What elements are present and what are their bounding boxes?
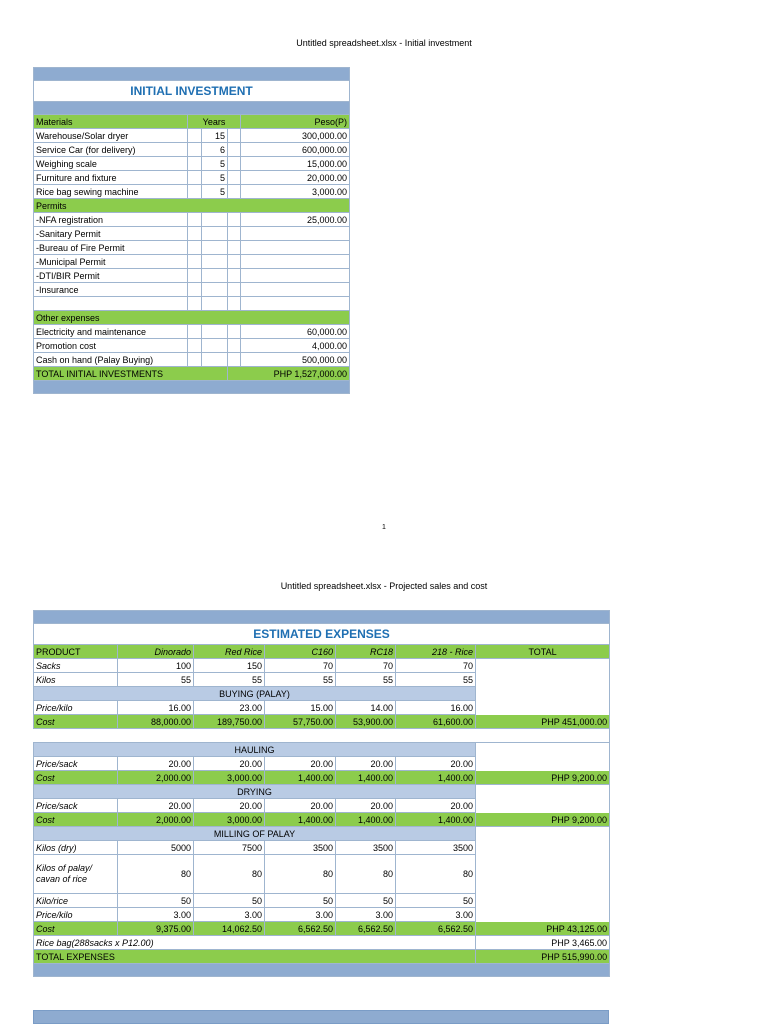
material-row (34, 157, 350, 171)
row-value: 88,000.00 (118, 715, 194, 729)
row-total (476, 908, 610, 922)
row-value: 20.00 (265, 757, 336, 771)
row-value: 16.00 (396, 701, 476, 715)
row-value: 20.00 (194, 757, 265, 771)
row-value: 9,375.00 (118, 922, 194, 936)
permit-name: -DTI/BIR Permit (34, 269, 188, 283)
material-years: 15 (202, 129, 228, 143)
kilos-dry-row (34, 841, 610, 855)
row-label (34, 855, 118, 894)
price-row (34, 908, 610, 922)
section-row (34, 827, 610, 841)
row-total (476, 757, 610, 771)
permit-peso (241, 227, 350, 241)
col-years: Years (188, 115, 241, 129)
row-label: Kilo/rice (34, 894, 118, 908)
total-expenses-value: PHP 515,990.00 (476, 950, 610, 964)
permit-name: -NFA registration (34, 213, 188, 227)
row-value: 16.00 (118, 701, 194, 715)
permit-row (34, 213, 350, 227)
row-label: Kilos (dry) (34, 841, 118, 855)
col-materials: Materials (34, 115, 188, 129)
material-peso: 300,000.00 (241, 129, 350, 143)
row-value: 20.00 (336, 799, 396, 813)
other-expense-peso: 4,000.00 (241, 339, 350, 353)
row-value: 3500 (265, 841, 336, 855)
row-value: 1,400.00 (265, 813, 336, 827)
row-value: 15.00 (265, 701, 336, 715)
row-value: 50 (118, 894, 194, 908)
material-years: 5 (202, 171, 228, 185)
row-value: 6,562.50 (265, 922, 336, 936)
section-row (34, 687, 610, 701)
row-value: 50 (194, 894, 265, 908)
rice-bag-label: Rice bag(288sacks x P12.00) (34, 936, 476, 950)
material-name: Warehouse/Solar dryer (34, 129, 188, 143)
permit-row (34, 283, 350, 297)
material-years: 6 (202, 143, 228, 157)
row-value: 3.00 (194, 908, 265, 922)
material-peso: 20,000.00 (241, 171, 350, 185)
permit-name: -Bureau of Fire Permit (34, 241, 188, 255)
row-label: Cost (34, 813, 118, 827)
row-label: Sacks (34, 659, 118, 673)
row-value: 14,062.50 (194, 922, 265, 936)
kilos-row (34, 673, 610, 687)
cost-row (34, 922, 610, 936)
section-label: MILLING OF PALAY (34, 827, 476, 841)
material-years: 5 (202, 157, 228, 171)
permit-row (34, 227, 350, 241)
row-total (476, 701, 610, 715)
row-value: 20.00 (396, 757, 476, 771)
row-value: 3.00 (265, 908, 336, 922)
other-expense-row (34, 339, 350, 353)
row-value: 150 (194, 659, 265, 673)
row-value: 55 (336, 673, 396, 687)
kilos-cavan-label-1: Kilos of palay/ (36, 863, 93, 873)
row-value: 55 (194, 673, 265, 687)
permit-row (34, 255, 350, 269)
row-value: 1,400.00 (336, 813, 396, 827)
row-value: 55 (396, 673, 476, 687)
expenses-col-header: PRODUCT (34, 645, 118, 659)
expenses-header-row (34, 645, 610, 659)
permit-peso (241, 269, 350, 283)
row-total: PHP 43,125.00 (476, 922, 610, 936)
page-header-2: Untitled spreadsheet.xlsx - Projected sales and cost (280, 581, 488, 591)
permit-name: -Insurance (34, 283, 188, 297)
row-value: 3.00 (336, 908, 396, 922)
rice-bag-row (34, 936, 610, 950)
row-value: 80 (194, 855, 265, 894)
section-label: BUYING (PALAY) (34, 687, 476, 701)
estimated-expenses-table (33, 610, 610, 977)
other-expenses-label: Other expenses (34, 311, 350, 325)
permit-peso (241, 255, 350, 269)
material-row (34, 129, 350, 143)
permit-name: -Sanitary Permit (34, 227, 188, 241)
row-value: 5000 (118, 841, 194, 855)
estimated-expenses-title: ESTIMATED EXPENSES (34, 624, 610, 645)
section-row (34, 785, 610, 799)
material-row (34, 171, 350, 185)
row-value: 3.00 (118, 908, 194, 922)
row-value: 50 (396, 894, 476, 908)
price-row (34, 799, 610, 813)
row-value: 20.00 (118, 799, 194, 813)
row-value: 6,562.50 (396, 922, 476, 936)
row-value: 20.00 (194, 799, 265, 813)
material-row (34, 185, 350, 199)
row-label: Price/sack (34, 757, 118, 771)
material-years: 5 (202, 185, 228, 199)
row-value: 20.00 (265, 799, 336, 813)
row-total (476, 799, 610, 813)
row-value: 1,400.00 (396, 813, 476, 827)
other-expense-name: Electricity and maintenance (34, 325, 188, 339)
section-label: DRYING (34, 785, 476, 799)
cost-row (34, 813, 610, 827)
page-number: 1 (382, 524, 386, 531)
row-label: Price/sack (34, 799, 118, 813)
expenses-col-header: TOTAL (476, 645, 610, 659)
row-value: 3,000.00 (194, 771, 265, 785)
page-header-1: Untitled spreadsheet.xlsx - Initial investment (296, 38, 472, 48)
cost-row (34, 771, 610, 785)
row-total: PHP 451,000.00 (476, 715, 610, 729)
permit-row (34, 269, 350, 283)
row-value: 23.00 (194, 701, 265, 715)
material-name: Rice bag sewing machine (34, 185, 188, 199)
row-value: 50 (265, 894, 336, 908)
material-name: Weighing scale (34, 157, 188, 171)
row-value: 50 (336, 894, 396, 908)
row-value: 14.00 (336, 701, 396, 715)
material-name: Service Car (for delivery) (34, 143, 188, 157)
price-row (34, 701, 610, 715)
row-label: Price/kilo (34, 908, 118, 922)
row-total (476, 659, 610, 673)
row-label: Cost (34, 922, 118, 936)
initial-investment-table (33, 67, 350, 394)
row-value: 20.00 (396, 799, 476, 813)
row-value: 1,400.00 (396, 771, 476, 785)
other-expense-name: Promotion cost (34, 339, 188, 353)
row-value: 2,000.00 (118, 771, 194, 785)
row-value: 70 (265, 659, 336, 673)
material-peso: 600,000.00 (241, 143, 350, 157)
other-expense-row (34, 325, 350, 339)
row-label: Cost (34, 771, 118, 785)
row-value: 7500 (194, 841, 265, 855)
row-value: 70 (336, 659, 396, 673)
rice-bag-total: PHP 3,465.00 (476, 936, 610, 950)
other-expense-name: Cash on hand (Palay Buying) (34, 353, 188, 367)
permit-peso (241, 241, 350, 255)
permit-name: -Municipal Permit (34, 255, 188, 269)
row-value: 80 (118, 855, 194, 894)
kilos-cavan-row (34, 855, 610, 894)
total-expenses-row (34, 950, 610, 964)
row-value: 1,400.00 (265, 771, 336, 785)
expenses-col-header: 218 - Rice (396, 645, 476, 659)
row-value: 53,900.00 (336, 715, 396, 729)
expenses-col-header: Dinorado (118, 645, 194, 659)
row-value: 189,750.00 (194, 715, 265, 729)
initial-investment-title: INITIAL INVESTMENT (34, 81, 350, 102)
expenses-col-header: RC18 (336, 645, 396, 659)
other-expense-peso: 60,000.00 (241, 325, 350, 339)
row-value: 70 (396, 659, 476, 673)
next-table-band (33, 1010, 609, 1024)
row-total: PHP 9,200.00 (476, 813, 610, 827)
section-label: HAULING (34, 743, 476, 757)
row-value: 57,750.00 (265, 715, 336, 729)
permit-peso: 25,000.00 (241, 213, 350, 227)
material-row (34, 143, 350, 157)
kilos-cavan-label-2: cavan of rice (36, 874, 88, 884)
sacks-row (34, 659, 610, 673)
total-expenses-label: TOTAL EXPENSES (34, 950, 476, 964)
row-value: 3.00 (396, 908, 476, 922)
total-initial-value: PHP 1,527,000.00 (228, 367, 350, 381)
total-initial-label: TOTAL INITIAL INVESTMENTS (34, 367, 228, 381)
row-label: Cost (34, 715, 118, 729)
row-value: 80 (336, 855, 396, 894)
expenses-col-header: C160 (265, 645, 336, 659)
row-total (476, 673, 610, 687)
row-total (476, 841, 610, 855)
row-value: 80 (396, 855, 476, 894)
row-total (476, 894, 610, 908)
price-row (34, 757, 610, 771)
row-value: 6,562.50 (336, 922, 396, 936)
permits-label: Permits (34, 199, 350, 213)
other-expense-row (34, 353, 350, 367)
section-row (34, 743, 610, 757)
row-value: 61,600.00 (396, 715, 476, 729)
col-peso: Peso(P) (241, 115, 350, 129)
permit-peso (241, 283, 350, 297)
row-value: 55 (118, 673, 194, 687)
cost-row (34, 715, 610, 729)
expenses-col-header: Red Rice (194, 645, 265, 659)
other-expense-peso: 500,000.00 (241, 353, 350, 367)
row-value: 3,000.00 (194, 813, 265, 827)
kilo-rice-row (34, 894, 610, 908)
permit-row (34, 241, 350, 255)
row-value: 1,400.00 (336, 771, 396, 785)
row-value: 55 (265, 673, 336, 687)
material-name: Furniture and fixture (34, 171, 188, 185)
row-value: 20.00 (336, 757, 396, 771)
row-value: 80 (265, 855, 336, 894)
row-value: 3500 (396, 841, 476, 855)
row-total: PHP 9,200.00 (476, 771, 610, 785)
row-label: Price/kilo (34, 701, 118, 715)
row-value: 20.00 (118, 757, 194, 771)
material-peso: 15,000.00 (241, 157, 350, 171)
row-value: 100 (118, 659, 194, 673)
material-peso: 3,000.00 (241, 185, 350, 199)
row-value: 2,000.00 (118, 813, 194, 827)
row-label: Kilos (34, 673, 118, 687)
row-value: 3500 (336, 841, 396, 855)
